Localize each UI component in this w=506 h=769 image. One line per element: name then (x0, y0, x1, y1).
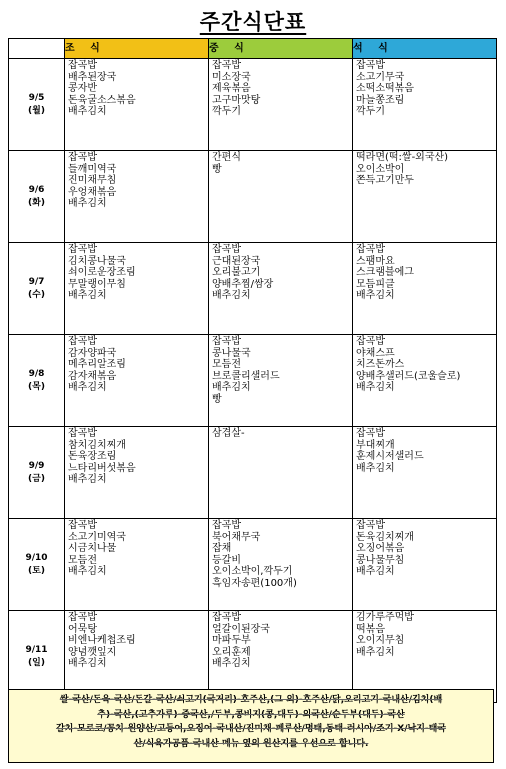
lunch-cell (209, 519, 353, 611)
date-cell (9, 243, 65, 335)
menu-item: 잡곡밥 (212, 612, 241, 623)
notice-line: 산/식육가공품-국내산 메뉴 옆의 원산지를 우선으로 합니다. (133, 738, 369, 749)
menu-item: 근대된장국 (212, 255, 261, 267)
weekday-label: (월) (28, 105, 45, 116)
menu-item: 고구마맛탕 (212, 94, 261, 106)
day-row (9, 59, 497, 151)
dinner-cell (353, 243, 497, 335)
header-dinner: 석 식 (353, 39, 497, 59)
date-label: 9/6 (28, 184, 45, 195)
header-blank (9, 39, 65, 59)
menu-item: 진미채무침 (68, 175, 117, 187)
menu-item: 시금치나물 (68, 543, 117, 555)
menu-item: 부대찌개 (356, 439, 395, 451)
weekday-label: (목) (28, 381, 45, 392)
day-row (9, 519, 497, 611)
day-row (9, 427, 497, 519)
date-label: 9/8 (28, 368, 45, 379)
menu-item: 어묵탕 (68, 623, 97, 635)
menu-item: 돈육장조림 (68, 451, 117, 463)
menu-item: 야채스프 (356, 347, 395, 359)
menu-item: 오이소박이,깍두기 (212, 566, 293, 578)
menu-item: 깍두기 (212, 106, 241, 118)
menu-item: 콩자반 (68, 83, 97, 95)
date-cell (9, 151, 65, 243)
menu-item: 훈제시저샐러드 (356, 451, 424, 463)
menu-item: 오이지무침 (356, 635, 405, 647)
notice-line: 쌀-국산/돈육-국산/돈갈-국산/쇠고기(국거리)-호주산,(그 외)-호주산/닭,오리고기-국내산/김치(배 (59, 695, 443, 705)
menu-item: 잡곡밥 (68, 336, 97, 347)
menu-item: 오징어볶음 (356, 543, 405, 555)
lunch-cell (209, 151, 353, 243)
menu-item: 돈육김치찌개 (356, 531, 414, 543)
day-row (9, 151, 497, 243)
date-label: 9/9 (28, 460, 45, 471)
menu-item: 감자채볶음 (68, 370, 117, 382)
notice-line: 추)-국산,(고추가루)-중국산,/두부,콩비지(콩,대두)-외국산/순두부(대두)-국산 (97, 709, 405, 720)
breakfast-cell (65, 151, 209, 243)
menu-item: 떡라면(떡:쌀-외국산) (356, 152, 449, 163)
menu-item: 김치콩나물국 (68, 255, 126, 267)
menu-item: 배추김치 (212, 290, 251, 302)
menu-item: 소고기미역국 (68, 531, 126, 543)
breakfast-cell (65, 243, 209, 335)
breakfast-cell (65, 519, 209, 611)
menu-item: 배추된장국 (68, 71, 117, 83)
date-cell (9, 335, 65, 427)
menu-item: 스팸마요 (356, 255, 395, 267)
dinner-cell (353, 151, 497, 243)
date-label: 9/11 (25, 644, 48, 655)
menu-item: 우엉채볶음 (68, 186, 117, 198)
menu-item: 잡곡밥 (356, 60, 385, 71)
menu-item: 모듬전 (68, 554, 97, 566)
menu-item: 배추김치 (68, 198, 107, 210)
menu-item: 빵 (212, 393, 222, 405)
menu-item: 양념깻잎지 (68, 646, 117, 658)
dinner-cell (353, 59, 497, 151)
lunch-cell (209, 59, 353, 151)
menu-item: 얼갈이된장국 (212, 623, 270, 635)
menu-item: 잡채 (212, 543, 232, 555)
breakfast-cell (65, 427, 209, 519)
menu-item: 배추김치 (356, 382, 395, 394)
day-row (9, 335, 497, 427)
menu-item: 배추김치 (356, 290, 395, 302)
menu-item: 모듬전 (212, 359, 241, 371)
menu-item: 배추김치 (212, 382, 251, 394)
menu-item: 북어채무국 (212, 531, 261, 543)
menu-item: 배추김치 (68, 474, 107, 486)
menu-item: 잡곡밥 (356, 244, 385, 255)
breakfast-cell (65, 335, 209, 427)
menu-item: 배추김치 (68, 382, 107, 394)
dinner-cell (353, 427, 497, 519)
menu-item: 깍두기 (356, 106, 385, 118)
menu-item: 참치김치찌개 (68, 439, 126, 451)
menu-item: 쇠이로운장조림 (68, 267, 136, 279)
date-cell (9, 427, 65, 519)
menu-item: 잡곡밥 (68, 60, 97, 71)
menu-item: 메추리알조림 (68, 359, 126, 371)
menu-item: 브로콜리샐러드 (212, 370, 280, 382)
menu-item: 제육볶음 (212, 83, 251, 95)
menu-item: 떡볶음 (356, 623, 385, 635)
menu-item: 오이소박이 (356, 163, 405, 175)
menu-item: 잡곡밥 (68, 520, 97, 531)
menu-item: 잡곡밥 (68, 428, 97, 439)
menu-item: 배추김치 (212, 658, 251, 670)
weekday-label: (금) (28, 473, 45, 484)
menu-item: 잡곡밥 (68, 612, 97, 623)
lunch-cell (209, 243, 353, 335)
breakfast-cell (65, 59, 209, 151)
notice-line: 갈치-모로코/꽁치-원양산/고등어,오징어-국내산/진미채-페루산/명태,동태-러시아/조기-X/낙지-태국 (55, 724, 447, 734)
dinner-cell (353, 335, 497, 427)
menu-item: 등갈비 (212, 554, 241, 566)
date-cell (9, 59, 65, 151)
menu-item: 잡곡밥 (356, 428, 385, 439)
date-label: 9/10 (25, 552, 48, 563)
menu-item: 배추김치 (356, 566, 395, 578)
menu-item: 배추김치 (68, 566, 107, 578)
header-row (9, 39, 497, 59)
menu-item: 들깨미역국 (68, 163, 117, 175)
menu-item: 잡곡밥 (212, 60, 241, 71)
menu-item: 삼겹살- (212, 428, 245, 439)
header-breakfast: 조 식 (65, 39, 209, 59)
menu-item: 김가루주먹밥 (356, 612, 414, 623)
menu-item: 소떡소떡볶음 (356, 83, 414, 95)
weekday-label: (화) (28, 197, 45, 208)
menu-item: 모듬피클 (356, 278, 395, 290)
weekday-label: (일) (28, 657, 45, 668)
menu-item: 잡곡밥 (212, 336, 241, 347)
menu-item: 배추김치 (356, 462, 395, 474)
menu-item: 오리불고기 (212, 267, 261, 279)
menu-item: 배추김치 (68, 290, 107, 302)
menu-item: 미소장국 (212, 71, 251, 83)
menu-item: 마늘쫑조림 (356, 94, 405, 106)
date-label: 9/5 (28, 92, 45, 103)
menu-item: 치즈돈까스 (356, 359, 405, 371)
menu-item: 배추김치 (68, 106, 107, 118)
menu-item: 스크램블에그 (356, 267, 414, 279)
day-row (9, 243, 497, 335)
menu-item: 간편식 (212, 152, 241, 163)
menu-item: 잡곡밥 (68, 244, 97, 255)
menu-item: 마파두부 (212, 635, 251, 647)
menu-item: 콩나물무침 (356, 554, 405, 566)
page-title: 주간식단표 (199, 10, 307, 34)
menu-item: 감자양파국 (68, 347, 117, 359)
menu-item: 잡곡밥 (212, 520, 241, 531)
origin-notice (8, 689, 494, 763)
menu-item: 무말랭이무침 (68, 278, 126, 290)
lunch-cell (209, 335, 353, 427)
date-label: 9/7 (28, 276, 45, 287)
menu-item: 잡곡밥 (356, 336, 385, 347)
menu-item: 양배추찜/쌈장 (212, 278, 274, 290)
menu-item: 빵 (212, 163, 222, 175)
days-body (9, 59, 497, 703)
date-cell (9, 519, 65, 611)
menu-item: 양배추샐러드(코울슬로) (356, 370, 461, 382)
menu-item: 잡곡밥 (356, 520, 385, 531)
menu-item: 느타리버섯볶음 (68, 462, 136, 474)
menu-item: 소고기무국 (356, 71, 405, 83)
menu-item: 쫀득고기만두 (356, 175, 414, 187)
menu-item: 비엔나케첩조림 (68, 635, 136, 647)
menu-item: 오리훈제 (212, 646, 251, 658)
dinner-cell (353, 519, 497, 611)
menu-item: 잡곡밥 (212, 244, 241, 255)
menu-item: 흑임자송편(100개) (212, 577, 297, 589)
lunch-cell (209, 427, 353, 519)
menu-item: 배추김치 (356, 646, 395, 658)
menu-item: 배추김치 (68, 658, 107, 670)
menu-item: 콩나물국 (212, 347, 251, 359)
header-lunch: 중 식 (209, 39, 353, 59)
weekday-label: (수) (28, 289, 45, 300)
menu-item: 돈육굴소스볶음 (68, 94, 136, 106)
menu-item: 잡곡밥 (68, 152, 97, 163)
weekday-label: (토) (28, 565, 45, 576)
weekly-menu-table (8, 38, 497, 703)
